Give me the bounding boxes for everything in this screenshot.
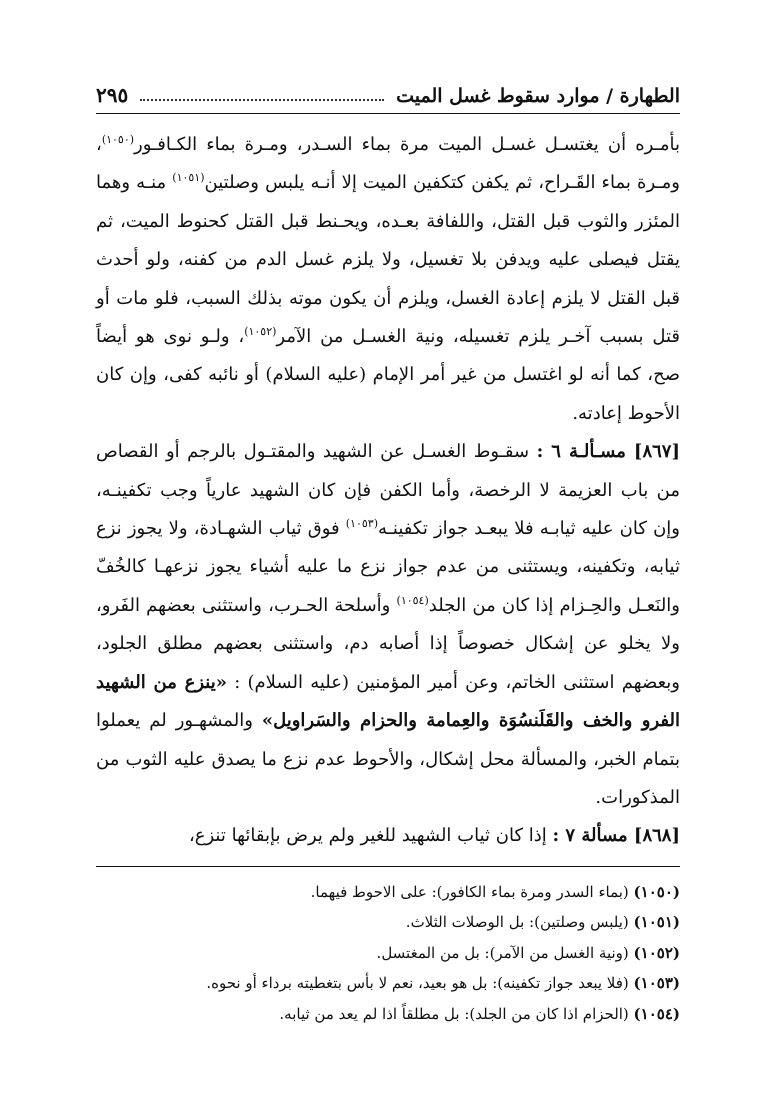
footnote-number: (١٠٥٢) (633, 943, 680, 962)
footnote-ref-1054: (١٠٥٤) (396, 593, 429, 607)
issue-label: [٨٦٧] مسـألـة ٦ : (536, 441, 680, 463)
text-segment: وأسلحة الحـرب، واستثنى بعضهم الفَرو، ولا يخلو عن إشكال خصوصاً إذا أصابه دم، واستثنى بعضهم مطلق الجلود، وبعضهم استثنى الخاتم، وعن أمير المؤمنين (عليه السلام) : (96, 594, 681, 693)
footnote-ref-1052: (١٠٥٢) (244, 325, 277, 339)
footnote-text: (يلبس وصلتين): بل الوصلات الثلاث. (405, 913, 634, 932)
footnote-1053 (96, 968, 680, 999)
footnotes (96, 877, 680, 1030)
footnote-ref-1053: (١٠٥٣) (345, 517, 378, 531)
footnote-1052 (96, 938, 680, 969)
footnote-divider (96, 866, 680, 867)
text-segment: بأمـره أن يغتسـل غسـل الميت مرة بماء السـدر، ومـرة بماء الكـافـور (134, 134, 680, 155)
chapter-title: الطهارة / موارد سقوط غسل الميت (396, 85, 680, 107)
text-segment: ، ولـو نوى هو أيضاً صح، كما أنه لو اغتسل من غير أمر الإمام (عليه السلام) أو نائبه كفى، وإن كان الأحوط إعادته. (96, 326, 680, 424)
text-segment: سقـوط الغسـل عن الشهيد والمقتـول بالرجم أو القصاص من باب العزيمة لا الرخصة، وأما الكفن فإن كان الشهيد عارياً وجب تكفينـه، وإن كان عليه ثيابـه فلا يبعـد جواز تكفينـه (96, 441, 681, 540)
page-number: ٢٩٥ (96, 83, 129, 107)
footnote-number: (١٠٥٣) (633, 974, 680, 993)
issue-label: [٨٦٨] مسألة ٧ : (552, 825, 680, 847)
paragraph-continuation (96, 126, 680, 433)
issue-868 (96, 817, 680, 855)
book-page (96, 70, 680, 1060)
footnote-text: (فلا يبعد جواز تكفينه): بل هو بعيد، نعم لا بأس بتغطيته برداء أو نحوه. (206, 974, 634, 993)
text-segment: ، ومـرة بماء القَـراح، ثم يكفن كتكفين الميت إلا أنـه يلبس وصلتين (96, 134, 680, 194)
footnote-number: (١٠٥١) (633, 913, 680, 932)
issue-867 (96, 433, 680, 817)
footnote-ref-1051: (١٠٥١) (172, 171, 205, 185)
text-segment: منـه وهما المئزر والثوب قبل القتل، واللفافة بعـده، ويحـنط قبل القتل كحنوط الميت، ثم يقتل فيصلى عليه ويدفن بلا تغسيل، ولا يلزم غسل الدم من كفنه، ولو أحدث قبل القتل لا يلزم إعادة الغسل، ويلزم أن يكون موته بذلك السبب، فلو مات أو قتل بسبب آخـر يلزم تغسيله، ونية الغسـل من الآمر (96, 172, 680, 348)
text-segment: إذا كان ثياب الشهيد للغير ولم يرض بإبقائها تنزع، (188, 825, 553, 847)
header-leader-dots (140, 99, 384, 101)
footnote-text: (ونية الغسل من الآمر): بل من المغتسل. (376, 943, 634, 962)
footnote-text: (الحزام اذا كان من الجلد): بل مطلقاً اذا لم يعد من ثيابه. (279, 1004, 634, 1023)
footnote-1051 (96, 907, 680, 938)
main-text (96, 126, 680, 856)
text-segment: والمشهـور لم يعملوا بتمام الخبر، والمسألة محل إشكال، والأحوط عدم نزع ما يصدق عليه الثوب من المذكورات. (96, 710, 680, 808)
text-segment: فوق ثياب الشهـادة، ولا يجوز نزع ثيابه، وتكفينه، ويستثنى من عدم جواز نزع ما عليه أشياء يجوز نزعهـا كالخُفّ والنَعـل والحِـزام إذا كان من الجلد (96, 518, 680, 616)
running-header (96, 70, 680, 114)
footnote-text: (بماء السدر ومرة بماء الكافور): على الاحوط فيهما. (310, 882, 634, 901)
footnote-1050 (96, 877, 680, 908)
footnote-number: (١٠٥٠) (633, 882, 680, 901)
footnote-1054 (96, 999, 680, 1030)
hadith-quote: «ينزع من الشهيد الفرو والخف والقَلَنسُوَة والعِمامة والحزام والسَراويل» (96, 671, 680, 732)
footnote-ref-1050: (١٠٥٠) (101, 133, 135, 146)
footnote-number: (١٠٥٤) (633, 1004, 680, 1023)
